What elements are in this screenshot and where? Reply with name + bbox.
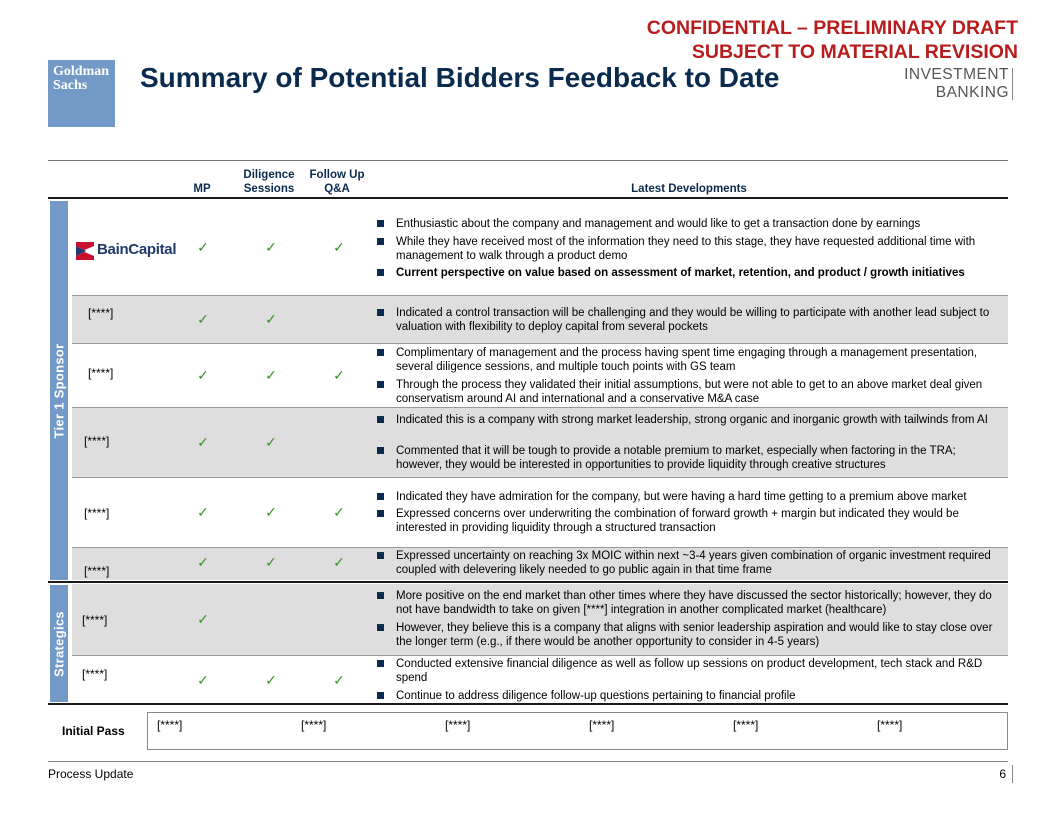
row-divider: [72, 343, 1008, 344]
check-mp-icon: ✓: [197, 672, 209, 688]
development-bullet: Continue to address diligence follow-up questions pertaining to financial profile: [374, 689, 1004, 703]
check-diligence-icon: ✓: [265, 239, 277, 255]
page-title: Summary of Potential Bidders Feedback to Date: [140, 62, 780, 93]
check-mp-icon: ✓: [197, 554, 209, 570]
strategics-label: Strategics: [51, 610, 67, 677]
confidential-line-1: CONFIDENTIAL – PRELIMINARY DRAFT: [646, 17, 1018, 39]
development-bullet: Commented that it will be tough to provide a notable premium to market, especially when factoring in the TRA; however, they would be interested in opportunities to provide liquidity through creative structures: [374, 444, 1004, 472]
initial-pass-label: Initial Pass: [62, 724, 125, 738]
check-diligence-icon: ✓: [265, 434, 277, 450]
division-line-2: BANKING: [935, 84, 1009, 101]
initial-pass-bidder: [****]: [157, 718, 183, 732]
bidder-name: [****]: [82, 613, 108, 627]
column-header-mp: MP: [193, 183, 211, 195]
tier1-sponsor-band: [50, 201, 68, 580]
followup-line-1: Follow Up: [309, 169, 365, 181]
diligence-line-1: Diligence: [243, 169, 295, 181]
header-top-rule: [48, 160, 1008, 161]
check-diligence-icon: ✓: [265, 554, 277, 570]
column-header-followup: [302, 168, 372, 196]
strategics-band: [50, 585, 68, 702]
development-bullet: Indicated they have admiration for the company, but were having a hard time getting to a premium above market: [374, 490, 1004, 504]
development-bullet: While they have received most of the information they need to this stage, they have requested additional time with management to walk through a product demo: [374, 235, 1004, 263]
check-mp-icon: ✓: [197, 239, 209, 255]
header-bottom-rule: [48, 197, 1008, 199]
logo-line-2: Sachs: [53, 78, 88, 93]
column-header-developments: Latest Developments: [631, 183, 747, 195]
logo-line-1: Goldman: [53, 64, 110, 79]
bain-capital-logo: [76, 241, 176, 261]
check-diligence-icon: ✓: [265, 311, 277, 327]
bidder-name: [****]: [82, 667, 108, 681]
initial-pass-bidder: [****]: [445, 718, 471, 732]
bidder-name: [****]: [88, 366, 114, 380]
initial-pass-bidder: [****]: [877, 718, 903, 732]
bain-capital-mark-icon: [76, 242, 94, 260]
development-bullet: However, they believe this is a company that aligns with senior leadership aspiration and would like to stay close over the longer term (e.g., if there would be another opportunity to consider in 4-5 years): [374, 621, 1004, 649]
row-divider: [72, 655, 1008, 656]
check-mp-icon: ✓: [197, 611, 209, 627]
initial-pass-bidder: [****]: [589, 718, 615, 732]
followup-line-2: Q&A: [324, 183, 350, 195]
development-bullet: Current perspective on value based on assessment of market, retention, and product / growth initiatives: [374, 266, 1004, 280]
table-bottom-rule: [48, 703, 1008, 705]
confidential-line-2: SUBJECT TO MATERIAL REVISION: [691, 41, 1018, 63]
row-divider: [72, 477, 1008, 478]
check-diligence-icon: ✓: [265, 367, 277, 383]
check-diligence-icon: ✓: [265, 672, 277, 688]
tier1-sponsor-label: Tier 1 Sponsor: [51, 343, 67, 438]
row-divider: [72, 407, 1008, 408]
row-divider: [72, 295, 1008, 296]
bidder-name: [****]: [84, 434, 110, 448]
check-mp-icon: ✓: [197, 434, 209, 450]
diligence-line-2: Sessions: [243, 183, 295, 195]
development-bullet: Indicated this is a company with strong market leadership, strong organic and inorganic growth with tailwinds from AI: [374, 413, 1004, 427]
check-followup-icon: ✓: [333, 239, 345, 255]
bidder-name: [****]: [84, 564, 110, 578]
confidential-banner: [647, 16, 1018, 64]
row-divider: [72, 547, 1008, 548]
initial-pass-bidder: [****]: [733, 718, 759, 732]
group-divider: [48, 581, 1008, 583]
bidder-name: [****]: [88, 306, 114, 320]
column-header-diligence: [236, 168, 302, 196]
development-bullet: Conducted extensive financial diligence as well as follow up sessions on product development, tech stack and R&D spend: [374, 657, 1004, 685]
check-mp-icon: ✓: [197, 504, 209, 520]
check-followup-icon: ✓: [333, 504, 345, 520]
check-mp-icon: ✓: [197, 367, 209, 383]
development-bullet: Expressed concerns over underwriting the combination of forward growth + margin but indicated they would be interested in providing liquidity through a structured transaction: [374, 507, 1004, 535]
division-divider: [1012, 68, 1013, 100]
division-label: [904, 66, 1009, 102]
development-bullet: Complimentary of management and the process having spent time engaging through a management presentation, several diligence sessions, and multiple touch points with GS team: [374, 346, 1004, 374]
page-number: 6: [999, 767, 1006, 781]
check-followup-icon: ✓: [333, 367, 345, 383]
goldman-sachs-logo: [48, 60, 115, 127]
initial-pass-bidder: [****]: [301, 718, 327, 732]
check-diligence-icon: ✓: [265, 504, 277, 520]
development-bullet: Indicated a control transaction will be challenging and they would be willing to participate with another lead subject to valuation with flexibility to deploy capital from several pockets: [374, 306, 1004, 334]
development-bullet: More positive on the end market than other times where they have discussed the sector historically; however, they do not have bandwidth to take on given [****] integration in another complicated market (healthcare): [374, 589, 1004, 617]
footer-section-label: Process Update: [48, 767, 134, 781]
footer-divider: [1012, 765, 1013, 783]
development-bullet: Through the process they validated their initial assumptions, but were not able to get to an above market deal given conservatism around AI and international and a conservative M&A case: [374, 378, 1004, 406]
bain-capital-wordmark: BainCapital: [97, 241, 177, 258]
development-bullet: Expressed uncertainty on reaching 3x MOIC within next ~3-4 years given combination of organic investment required coupled with delevering likely needed to go public again in that time frame: [374, 549, 1004, 577]
check-followup-icon: ✓: [333, 672, 345, 688]
division-line-1: INVESTMENT: [904, 66, 1009, 83]
check-mp-icon: ✓: [197, 311, 209, 327]
development-bullet: Enthusiastic about the company and management and would like to get a transaction done by earnings: [374, 217, 1004, 231]
check-followup-icon: ✓: [333, 554, 345, 570]
footer-rule: [48, 761, 1008, 762]
bidder-name: [****]: [84, 506, 110, 520]
